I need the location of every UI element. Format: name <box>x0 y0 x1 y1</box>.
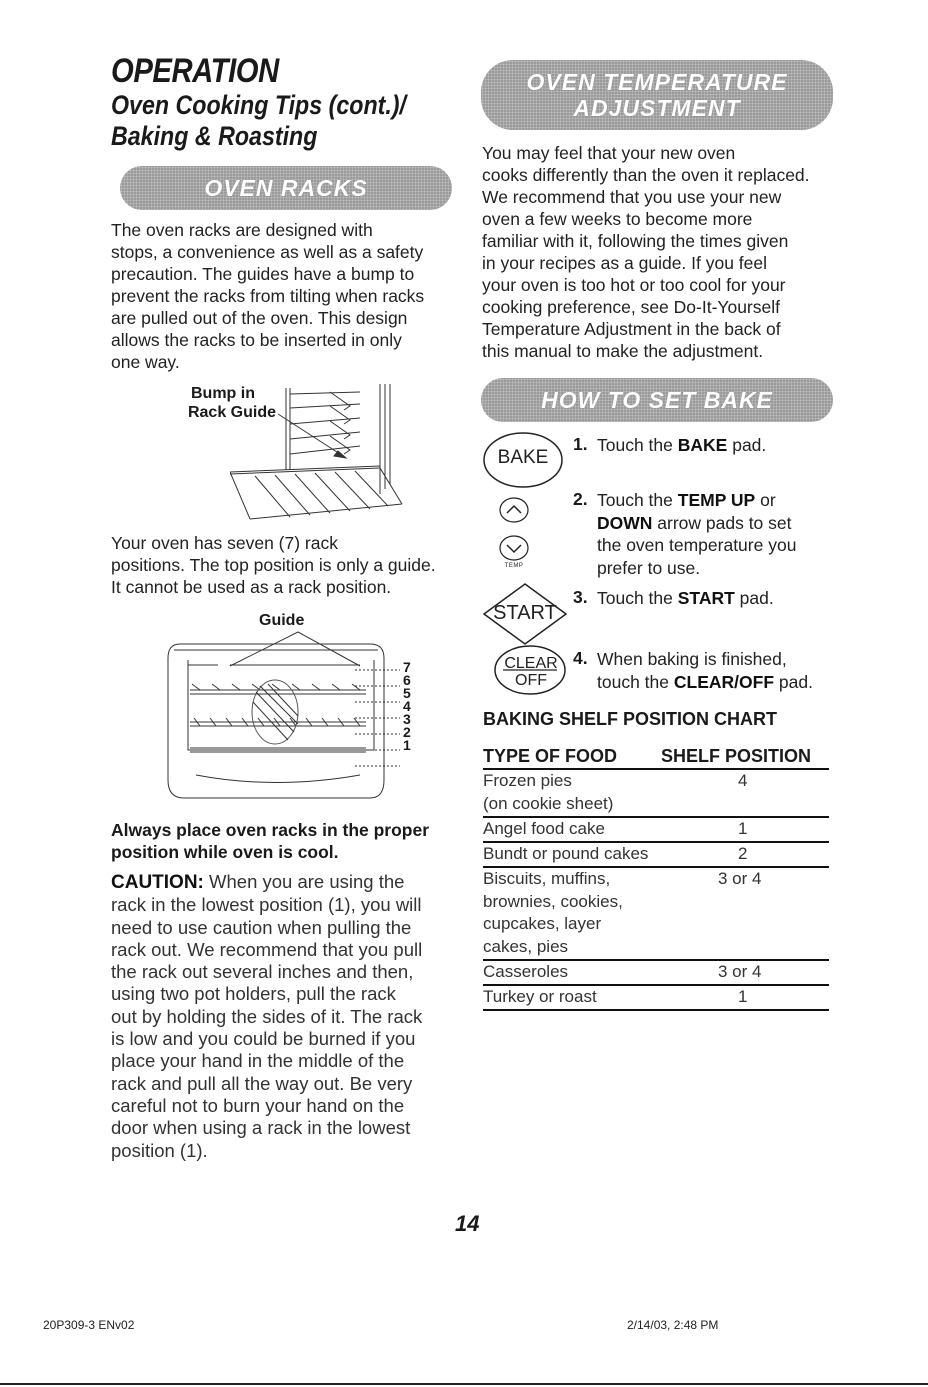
table-row: Angel food cake 1 <box>483 818 829 843</box>
caution-label: CAUTION: <box>111 872 204 893</box>
table-row: Casseroles 3 or 4 <box>483 961 829 986</box>
table-row: Biscuits, muffins, brownies, cookies, cupcakes, layer cakes, pies 3 or 4 <box>483 868 829 961</box>
rack-number: 5 <box>403 685 411 701</box>
step-3-number: 3. <box>573 587 588 607</box>
step-3-text: Touch the START pad. <box>597 588 774 608</box>
start-pad-label: START <box>493 602 557 624</box>
oven-racks-banner: OVEN RACKS <box>120 166 452 210</box>
print-timestamp: 2/14/03, 2:48 PM <box>627 1318 719 1332</box>
shelf-chart-title: BAKING SHELF POSITION CHART <box>483 709 778 729</box>
caution-paragraph: CAUTION: When you are using the rack in the lowest position (1), you will need to use caution when pulling the rack out. We recommend that you pull the rack out several inches and then, using two pot holders, pull the rack out by holding the sides of it. The rack is low and you could be burned if you place your hand in the middle of the rack and pull all the way out. Be very careful not to burn your hand on the door when using a rack in the lowest position (1). <box>111 871 423 1161</box>
step-2-text: Touch the TEMP UP or DOWN arrow pads to set the oven temperature you prefer to use. <box>597 490 797 578</box>
rack-guide-illustration <box>230 384 410 524</box>
rack-number-list <box>403 661 411 752</box>
clear-off-pad-label: CLEAR OFF <box>504 655 558 689</box>
oven-temperature-adjustment-banner: OVEN TEMPERATURE ADJUSTMENT <box>481 60 833 130</box>
rack-number: 6 <box>403 672 411 688</box>
rack-positions-text: Your oven has seven (7) rack positions. The top position is only a guide. It cannot be used as a rack position. <box>111 533 436 597</box>
shelf-chart-header <box>483 746 829 770</box>
section-title: OPERATION <box>111 52 279 90</box>
table-row: Bundt or pound cakes 2 <box>483 843 829 868</box>
rack-number: 4 <box>403 698 411 714</box>
col-type-of-food: TYPE OF FOOD <box>483 746 618 766</box>
col-shelf-position: SHELF POSITION <box>661 746 812 766</box>
page-number: 14 <box>455 1211 480 1236</box>
rack-number: 3 <box>403 711 411 727</box>
temp-down-pad-icon <box>496 534 532 562</box>
always-place-note: Always place oven racks in the proper position while oven is cool. <box>111 820 430 862</box>
how-to-set-bake-banner: HOW TO SET BAKE <box>481 378 833 422</box>
bump-in-rack-guide-label: Bump in Rack Guide <box>187 385 276 421</box>
step-1-text: Touch the BAKE pad. <box>597 435 767 455</box>
table-row: Frozen pies (on cookie sheet) 4 <box>483 770 829 818</box>
step-1-number: 1. <box>573 434 588 454</box>
shelf-chart-rows <box>483 770 829 1011</box>
rack-number: 2 <box>403 724 411 740</box>
section-subtitle-line2: Baking & Roasting <box>111 121 318 151</box>
temp-pad-label: TEMP <box>504 563 524 569</box>
guide-label: Guide <box>259 612 305 629</box>
bottom-rule <box>0 1383 928 1385</box>
step-2-number: 2. <box>573 489 588 509</box>
step-4-text: When baking is finished, touch the CLEAR/OFF pad. <box>597 649 813 692</box>
doc-code: 20P309-3 ENv02 <box>43 1318 135 1332</box>
rack-number: 7 <box>403 659 411 675</box>
bake-pad-label: BAKE <box>497 447 549 468</box>
oven-racks-intro: The oven racks are designed with stops, a convenience as well as a safety precaution. The guides have a bump to prevent the racks from tilting when racks are pulled out of the oven. This design allows the racks to be inserted in only one way. <box>111 220 425 372</box>
step-4-number: 4. <box>573 648 588 668</box>
rack-number: 1 <box>403 737 411 753</box>
temp-up-pad-icon <box>496 496 532 524</box>
oven-cavity-illustration <box>160 630 420 805</box>
section-subtitle-line1: Oven Cooking Tips (cont.)/ <box>111 90 406 120</box>
table-row: Turkey or roast 1 <box>483 986 829 1011</box>
temp-adjust-text: You may feel that your new oven cooks differently than the oven it replaced. We recommend that you use your new oven a few weeks to become more familiar with it, following the times given in your recipes as a guide. If you feel your oven is too hot or too cool for your cooking preference, see Do-It-Yourself Temperature Adjustment in the back of this manual to make the adjustment. <box>482 143 810 361</box>
